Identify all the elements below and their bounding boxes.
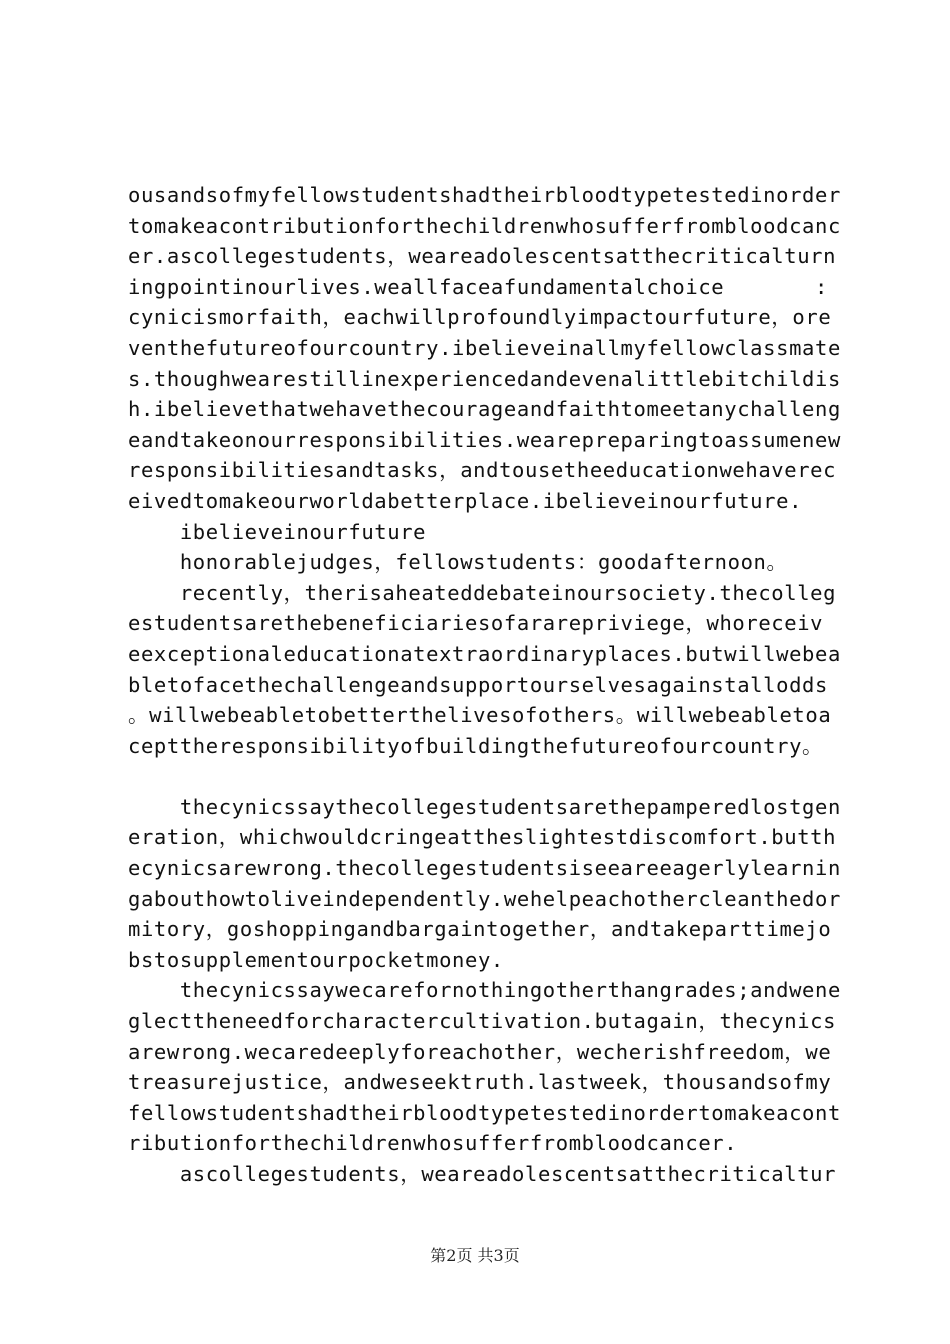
text-line: bletofacethechallengeandsupportourselvesagainstallodds (128, 672, 828, 697)
document-body (128, 180, 841, 1190)
text-line: cynicismorfaith，eachwillprofoundlyimpactourfuture，ore (128, 305, 832, 330)
text-line: ascollegestudents，weareadolescentsatthecriticaltur (128, 1162, 837, 1186)
text-line: thecynicssaywecarefornothingotherthangrades;andwene (128, 978, 841, 1003)
text-line: thecynicssaythecollegestudentsarethepamperedlostgen (128, 794, 841, 819)
text-line: ingpointinourlives.weallfaceafundamentalchoice : (128, 274, 828, 299)
text-line: ibelieveinourfuture (128, 519, 427, 544)
text-line: venthefutureofourcountry.ibelieveinallmyfellowclassmate (128, 335, 841, 360)
text-line: s.thoughwearestillinexperiencedandevenalittlebitchildis (128, 366, 841, 391)
page-number-footer: 第2页 共3页 (430, 1246, 520, 1265)
text-line: eexceptionaleducationatextraordinaryplaces.butwillwebea (128, 641, 841, 666)
text-line: fellowstudentshadtheirbloodtypetestedinordertomakeacont (128, 1100, 841, 1125)
text-line: responsibilitiesandtasks，andtousetheeducationwehaverec (128, 458, 837, 483)
text-line: ousandsofmyfellowstudentshadtheirbloodtypetestedinorder (128, 183, 841, 207)
text-line: glecttheneedforcharactercultivation.butagain，thecynics (128, 1009, 837, 1034)
text-line: cepttheresponsibilityofbuildingthefutureofourcountry。 (128, 733, 824, 758)
text-line: ecynicsarewrong.thecollegestudentsiseeareeagerlylearnin (128, 856, 841, 881)
text-line: bstosupplementourpocketmoney. (128, 947, 504, 972)
text-line: recently，therisaheateddebateinoursociety.thecolleg (128, 580, 837, 605)
text-line: mitory，goshoppingandbargaintogether，andtakeparttimejo (128, 917, 832, 942)
text-line: estudentsarethebeneficiariesofararepriviege，whoreceiv (128, 611, 824, 636)
text-line: er.ascollegestudents，weareadolescentsatthecriticalturn (128, 244, 837, 269)
text-line: tomakeacontributionforthechildrenwhosufferfrombloodcanc (128, 213, 841, 238)
text-line: 。willwebeabletobetterthelivesofothers。willwebeabletoa (128, 703, 832, 728)
text-line: ributionforthechildrenwhosufferfrombloodcancer. (128, 1131, 738, 1156)
text-line: eandtakeonourresponsibilities.wearepreparingtoassumenew (128, 427, 841, 452)
text-line: h.ibelievethatwehavethecourageandfaithtomeetanychalleng (128, 397, 841, 422)
text-line: arewrong.wecaredeeplyforeachother，wecherishfreedom，we (128, 1039, 832, 1064)
text-line: treasurejustice，andweseektruth.lastweek，thousandsofmy (128, 1070, 832, 1095)
text-line: gabouthowtoliveindependently.wehelpeachothercleanthedor (128, 886, 841, 911)
text-line: eivedtomakeourworldabetterplace.ibelieveinourfuture. (128, 488, 803, 513)
blank-line (128, 761, 833, 792)
text-line: eration，whichwouldcringeattheslightestdiscomfort.butth (128, 825, 837, 850)
text-line: honorablejudges，fellowstudents：goodafternoon。 (128, 550, 788, 575)
